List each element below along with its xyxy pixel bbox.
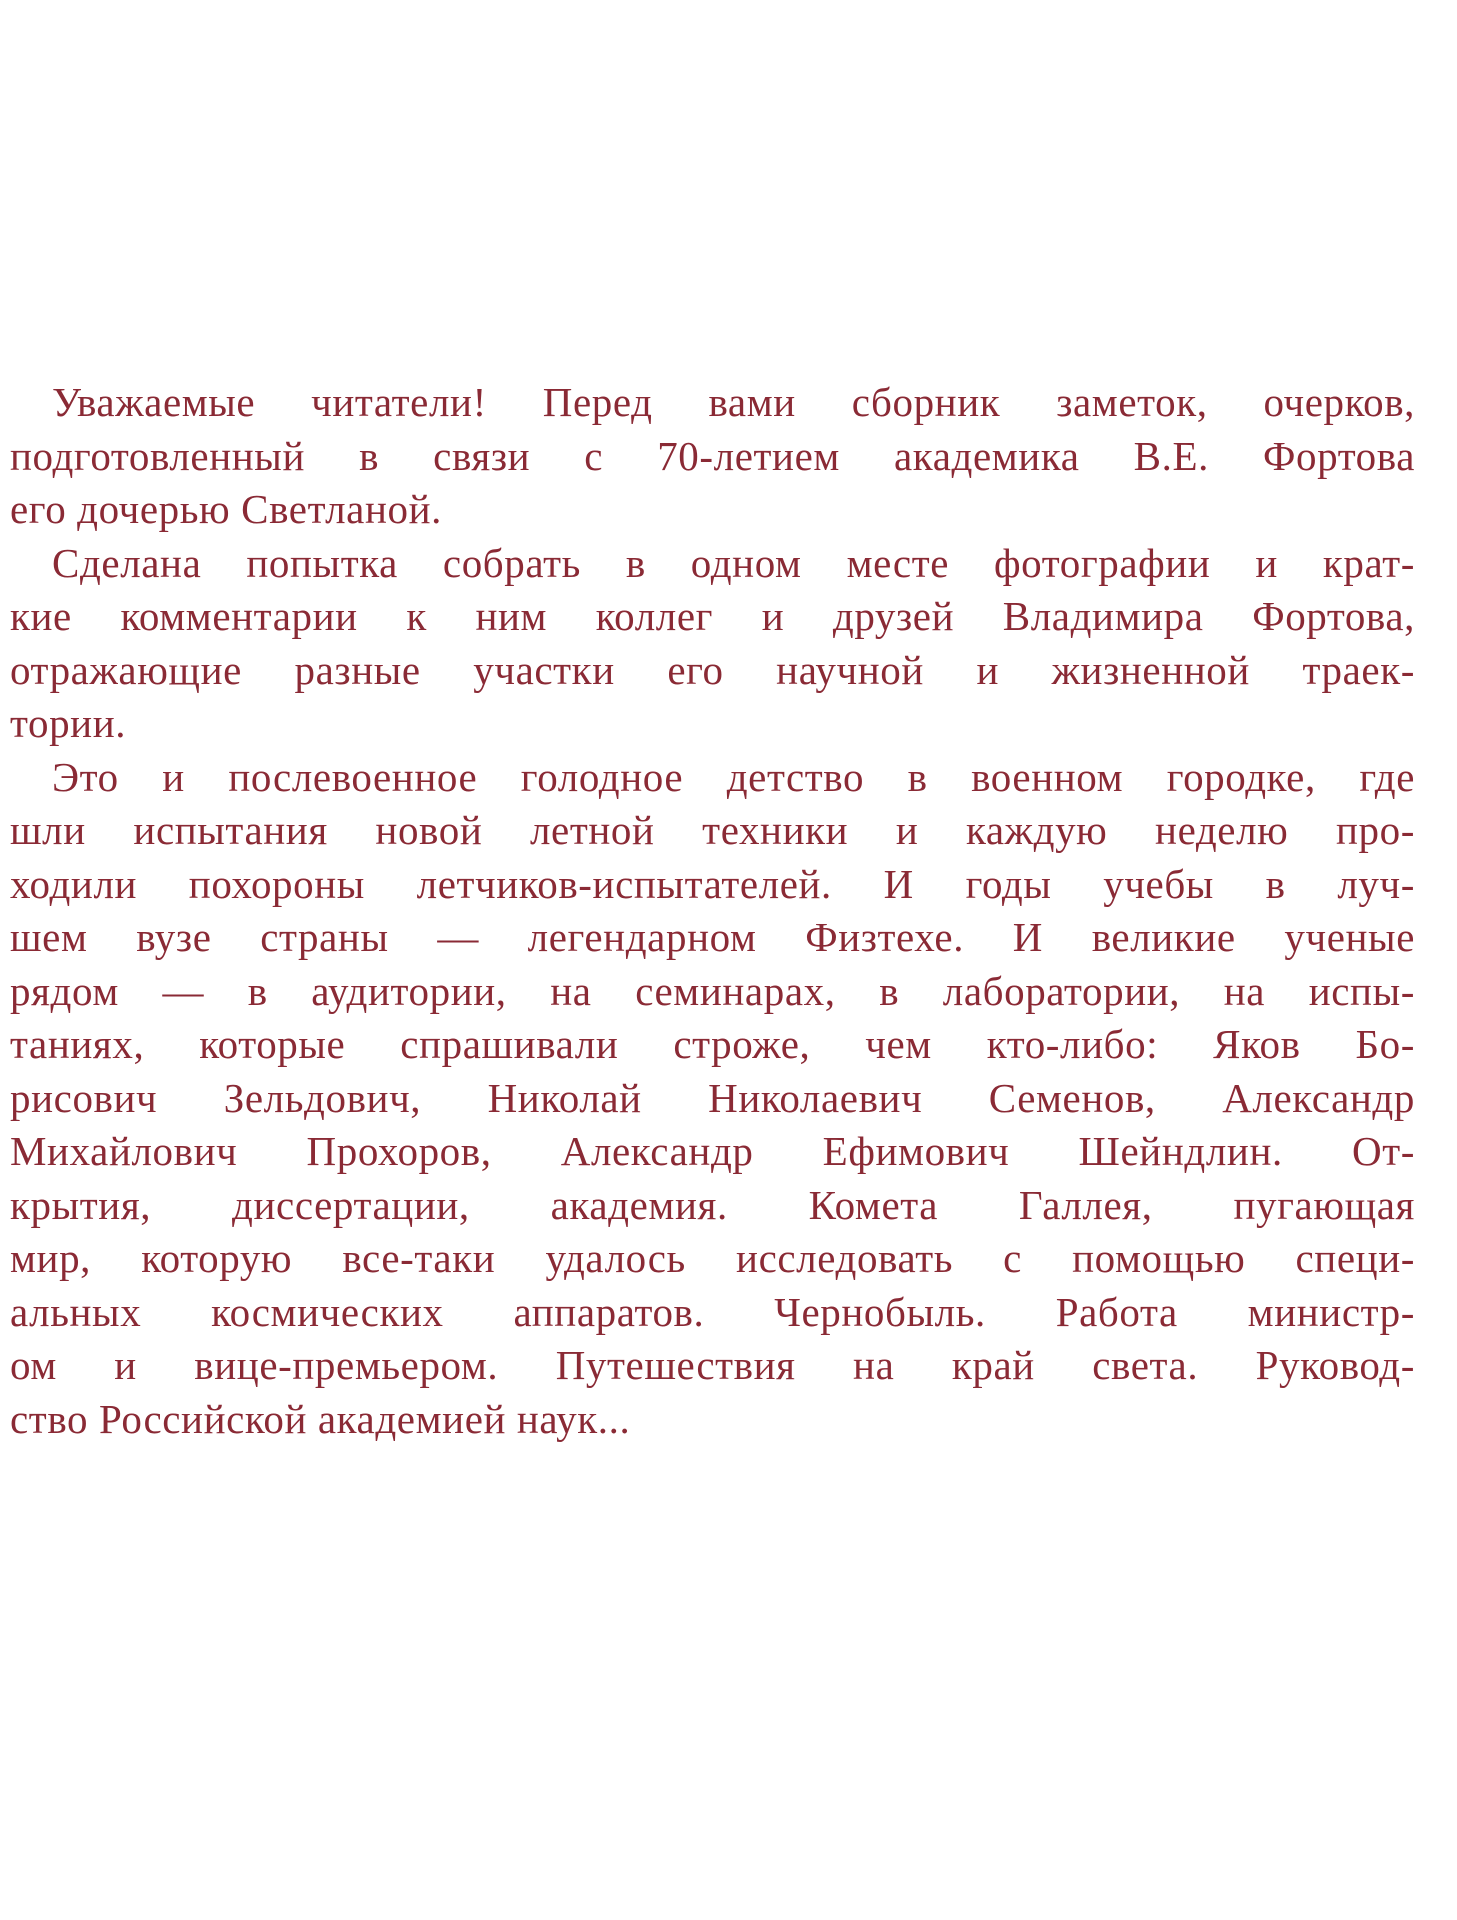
paragraph-attempt xyxy=(10,537,1415,751)
paragraph-intro xyxy=(10,376,1415,537)
text-line: Сделана попытка собрать в одном месте фотографии и крат- xyxy=(52,539,1415,586)
text-line: подготовленный в связи с 70-летием академика В.Е. Фортова xyxy=(10,432,1415,479)
text-line: кие комментарии к ним коллег и друзей Владимира Фортова, xyxy=(10,593,1415,639)
text-line: ство Российской академией наук... xyxy=(10,1395,631,1442)
text-line: тории. xyxy=(10,700,127,746)
text-line: рядом — в аудитории, на семинарах, в лаборатории, на испы- xyxy=(10,967,1415,1014)
body-text xyxy=(10,376,1415,1446)
text-line: Уважаемые читатели! Перед вами сборник заметок, очерков, xyxy=(52,379,1415,425)
text-line: шем вузе страны — легендарном Физтехе. И великие ученые xyxy=(10,914,1415,960)
text-line: Михайлович Прохоров, Александр Ефимович Шейндлин. От- xyxy=(10,1128,1415,1174)
text-line: таниях, которые спрашивали строже, чем кто-либо: Яков Бо- xyxy=(10,1021,1415,1067)
text-line: альных космических аппаратов. Чернобыль. Работа министр- xyxy=(10,1288,1415,1335)
text-line: Это и послевоенное голодное детство в военном городке, где xyxy=(52,753,1415,800)
text-line: ом и вице-премьером. Путешествия на край света. Руковод- xyxy=(10,1342,1415,1388)
text-line: ходили похороны летчиков-испытателей. И годы учебы в луч- xyxy=(10,860,1415,907)
text-line: крытия, диссертации, академия. Комета Галлея, пугающая xyxy=(10,1181,1415,1228)
text-line: шли испытания новой летной техники и каждую неделю про- xyxy=(10,807,1415,853)
text-line: мир, которую все-таки удалось исследовать с помощью специ- xyxy=(10,1235,1415,1281)
text-line: отражающие разные участки его научной и жизненной траек- xyxy=(10,646,1415,693)
paragraph-biography xyxy=(10,751,1415,1447)
text-line: рисович Зельдович, Николай Николаевич Семенов, Александр xyxy=(10,1074,1415,1121)
text-line: его дочерью Светланой. xyxy=(10,486,442,532)
